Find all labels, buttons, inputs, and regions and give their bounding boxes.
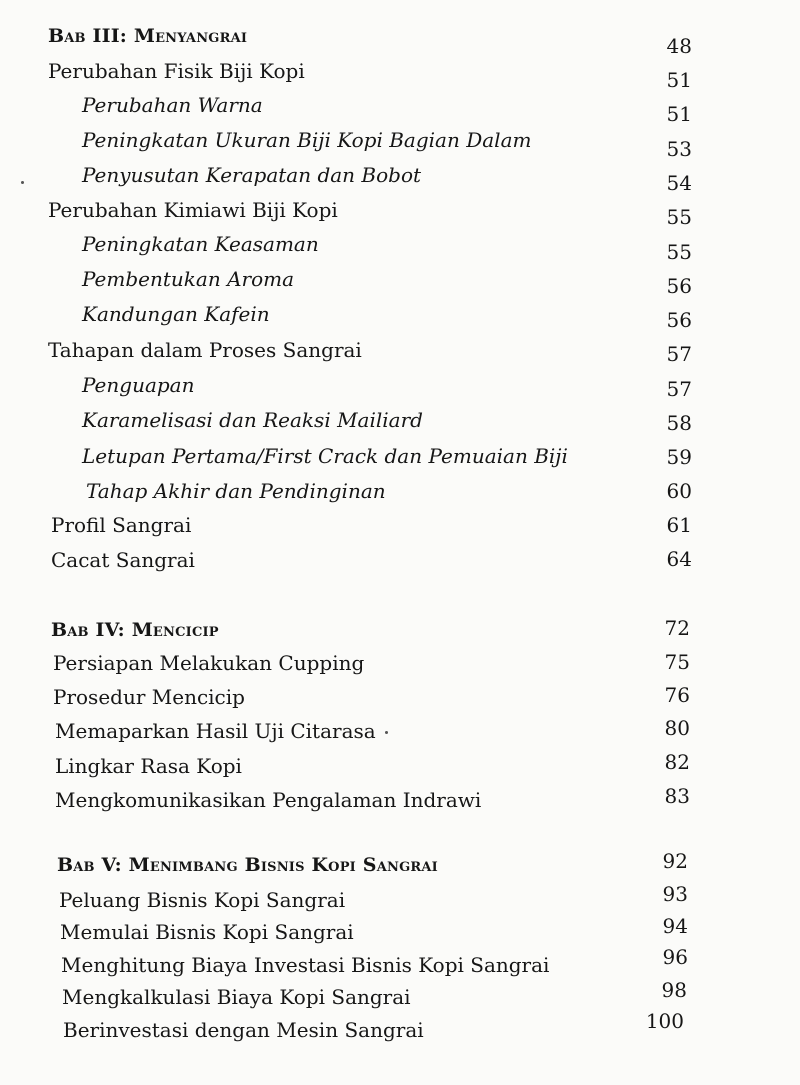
toc-page-number: 55 — [666, 240, 692, 264]
toc-page-number: 93 — [662, 882, 688, 906]
toc-page-number: 54 — [666, 171, 692, 195]
toc-page-number: 57 — [666, 377, 692, 401]
toc-page-number: 51 — [666, 102, 692, 126]
toc-subentry: Perubahan Warna — [82, 93, 263, 117]
toc-entry: Mengkalkulasi Biaya Kopi Sangrai — [62, 985, 411, 1009]
toc-page-number: 76 — [664, 683, 690, 707]
toc-entry: Berinvestasi dengan Mesin Sangrai — [63, 1018, 424, 1042]
toc-entry: Menghitung Biaya Investasi Bisnis Kopi Sangrai — [61, 953, 550, 977]
scan-speck — [385, 731, 388, 734]
toc-entry: Memaparkan Hasil Uji Citarasa — [55, 719, 376, 743]
toc-page-number: 64 — [666, 547, 692, 571]
toc-subentry: Penguapan — [82, 373, 195, 397]
toc-page-number: 56 — [666, 274, 692, 298]
toc-page-number: 75 — [664, 650, 690, 674]
chapter-title-bab-5: Bab V: Menimbang Bisnis Kopi Sangrai — [57, 854, 438, 876]
toc-subentry: Letupan Pertama/First Crack dan Pemuaian Biji — [82, 444, 568, 468]
toc-entry: Memulai Bisnis Kopi Sangrai — [60, 920, 354, 944]
chapter-title-bab-3: Bab III: Menyangrai — [48, 25, 248, 47]
chapter-page-bab-5: 92 — [662, 849, 688, 873]
toc-page-number: 80 — [664, 716, 690, 740]
toc-subentry: Pembentukan Aroma — [82, 267, 295, 291]
toc-page-number: 100 — [645, 1009, 684, 1033]
chapter-title-bab-4: Bab IV: Mencicip — [51, 619, 219, 641]
scan-speck — [21, 181, 24, 184]
toc-page-number: 83 — [664, 784, 690, 808]
toc-subentry: Kandungan Kafein — [82, 302, 270, 326]
chapter-page-bab-4: 72 — [664, 616, 690, 640]
toc-page-number: 60 — [666, 479, 692, 503]
toc-entry: Persiapan Melakukan Cupping — [53, 651, 365, 675]
toc-page-number: 98 — [661, 978, 687, 1002]
toc-page-number: 94 — [662, 914, 688, 938]
toc-subentry: Peningkatan Keasaman — [82, 232, 319, 256]
toc-page-number: 51 — [666, 68, 692, 92]
toc-page-number: 53 — [666, 137, 692, 161]
toc-entry: Profil Sangrai — [51, 513, 192, 537]
toc-entry: Perubahan Kimiawi Biji Kopi — [48, 198, 338, 222]
toc-page-number: 82 — [664, 750, 690, 774]
toc-entry: Tahapan dalam Proses Sangrai — [48, 338, 362, 362]
toc-page-number: 58 — [666, 411, 692, 435]
toc-page-number: 55 — [666, 205, 692, 229]
toc-page-number: 59 — [666, 445, 692, 469]
toc-subentry: Peningkatan Ukuran Biji Kopi Bagian Dalam — [82, 128, 532, 152]
toc-entry: Prosedur Mencicip — [53, 685, 245, 709]
toc-subentry: Penyusutan Kerapatan dan Bobot — [82, 163, 422, 187]
toc-entry: Mengkomunikasikan Pengalaman Indrawi — [55, 788, 482, 812]
toc-page-number: 57 — [666, 342, 692, 366]
toc-entry: Lingkar Rasa Kopi — [55, 754, 242, 778]
toc-subentry: Karamelisasi dan Reaksi Mailiard — [82, 408, 423, 432]
toc-page-number: 96 — [662, 945, 688, 969]
chapter-page-bab-3: 48 — [666, 34, 692, 58]
toc-entry: Perubahan Fisik Biji Kopi — [48, 59, 305, 83]
toc-subentry: Tahap Akhir dan Pendinginan — [86, 479, 386, 503]
toc-page-number: 56 — [666, 308, 692, 332]
toc-entry: Peluang Bisnis Kopi Sangrai — [59, 888, 346, 912]
toc-page-number: 61 — [666, 513, 692, 537]
toc-entry: Cacat Sangrai — [51, 548, 195, 572]
